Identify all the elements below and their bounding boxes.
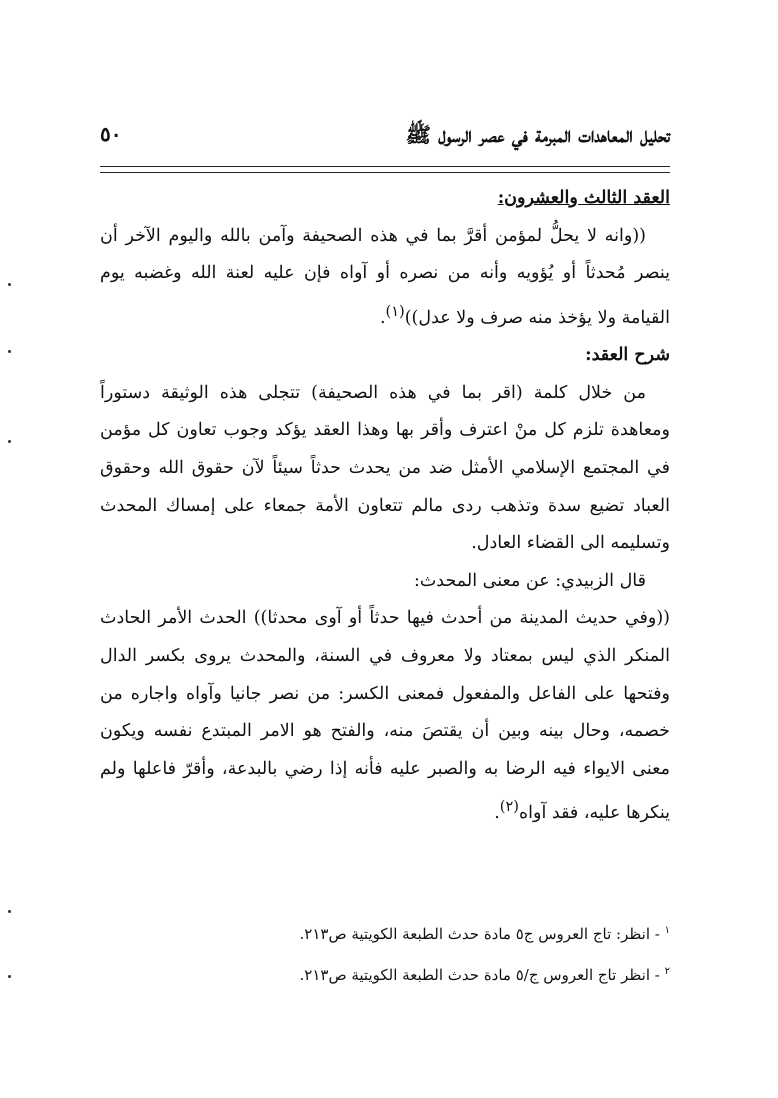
page-number: ٥٠: [100, 122, 122, 146]
scan-speck: [8, 350, 11, 353]
header-rule-top: [100, 166, 670, 167]
header-rule-bottom: [100, 172, 670, 173]
footnote-ref-1: (١): [385, 302, 405, 320]
footnote-text: - انظر تاج العروس ج/٥ مادة حدث الطبعة الكويتية ص٢١٣.: [299, 966, 660, 984]
footnote-marker: ١: [664, 925, 670, 936]
treaty-quote: ((وانه لا يحلُّ لمؤمن أقرَّ بما في هذه الصحيفة وآمن بالله واليوم الآخر أن ينصر مُحدثاً أو يُؤويه وأنه من نصره أو آواه فإن عليه لعنة الله وغضبه يوم القيامة ولا يؤخذ منه صرف ولا عدل)): [100, 225, 670, 328]
footnote-text: - انظر: تاج العروس ج٥ مادة حدث الطبعة الكويتية ص٢١٣.: [299, 925, 660, 943]
treaty-text: [100, 218, 670, 338]
explanation-heading: شرح العقد:: [585, 345, 670, 366]
zubaidi-paragraph: [100, 600, 670, 832]
section-heading: العقد الثالث والعشرون:: [497, 188, 670, 208]
zubaidi-end: .: [494, 803, 500, 824]
running-title: تحليل المعاهدات المبرمة في عصر الرسول ﷺ: [405, 122, 670, 147]
explanation-paragraph: من خلال كلمة (اقر بما في هذه الصحيفة) تتجلى هذه الوثيقة دستوراً ومعاهدة تلزم كل منْ اعترف وأقر بها وهذا العقد يؤكد وجوب تعاون كل مؤمن في المجتمع الإسلامي الأمثل ضد من يحدث حدثاً سيئاً لآن حقوق الله وحقوق العباد تضيع سدة وتذهب ردى مالم تتعاون الأمة جمعاء على إمساك المحدث وتسليمه الى القضاء العادل.: [100, 382, 670, 554]
footnote-1: [240, 912, 670, 953]
zubaidi-intro: قال الزبيدي: عن معنى المحدث:: [413, 570, 646, 591]
footnotes: [240, 912, 670, 994]
footnote-marker: ٢: [664, 966, 670, 977]
zubaidi-quote: ((وفي حديث المدينة من أحدث فيها حدثاً أو آوى محدثا)) الحدث الأمر الحادث المنكر الذي ليس بمعتاد ولا معروف في السنة، والمحدث يروى بكسر الدال وفتحها على الفاعل والمفعول فمعنى الكسر: من نصر جانيا وآواه واجاره من خصمه، وحال بينه وبين أن يقتصَ منه، والفتح هو الامر المبتدع نفسه ويكون معنى الايواء فيه الرضا به والصبر عليه فأنه إذا رضي بالبدعة، وأقرّ فاعلها ولم ينكرها عليه، فقد آواه: [100, 608, 670, 824]
scan-speck: [8, 283, 11, 286]
scan-speck: [8, 910, 11, 913]
treaty-end: .: [379, 307, 386, 328]
scan-speck: [8, 975, 11, 978]
body-text: [100, 180, 670, 833]
footnote-2: [240, 953, 670, 994]
scan-speck: [8, 440, 11, 443]
page-header: [100, 118, 670, 158]
footnote-ref-2: (٢): [499, 798, 519, 816]
